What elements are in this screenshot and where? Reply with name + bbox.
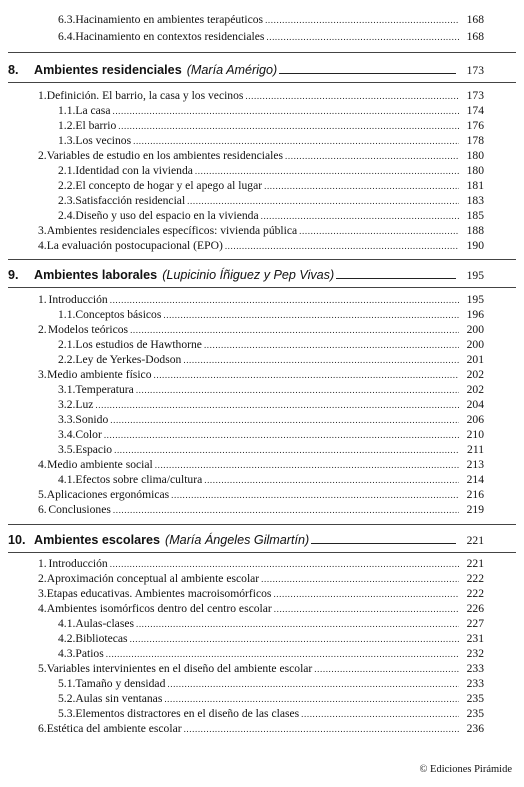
entry-number: 5.3. — [58, 707, 76, 720]
chapter-title: Ambientes residenciales — [34, 63, 182, 77]
leader-dots — [114, 443, 459, 457]
leader-dots — [266, 30, 459, 44]
entry-title: Temperatura — [75, 383, 134, 396]
entry-number: 4.1. — [58, 473, 76, 486]
entry-title: Tamaño y densidad — [75, 677, 166, 690]
publisher-footer: © Ediciones Pirámide — [419, 764, 512, 775]
entry-page: 211 — [467, 443, 484, 456]
entry-title: Patios — [75, 647, 104, 660]
section-divider — [8, 82, 516, 83]
leader-dots — [225, 239, 459, 253]
entry-number: 3.2. — [58, 398, 76, 411]
entry-page: 181 — [466, 179, 484, 192]
section-divider — [8, 259, 516, 260]
entry-number: 2. — [38, 572, 47, 585]
entry-title: Los estudios de Hawthorne — [75, 338, 202, 351]
toc-entry — [58, 428, 484, 442]
entry-page: 178 — [466, 134, 484, 147]
entry-number: 6. — [38, 722, 47, 735]
entry-title: Medio ambiente físico — [47, 368, 152, 381]
leader-dots — [299, 224, 459, 238]
leader-dots — [155, 458, 459, 472]
entry-title: Elementos distractores en el diseño de las clases — [75, 707, 300, 720]
chapter-page: 173 — [466, 64, 484, 77]
entry-title: El barrio — [75, 119, 117, 132]
toc-entry — [38, 572, 484, 586]
leader-dots — [154, 368, 460, 382]
leader-dots — [110, 413, 459, 427]
leader-dots — [261, 572, 459, 586]
entry-number: 2.3. — [58, 194, 76, 207]
entry-number: 1. — [38, 293, 47, 306]
entry-title: Variables intervinientes en el diseño del ambiente escolar — [46, 662, 313, 675]
entry-number: 3.5. — [58, 443, 76, 456]
entry-number: 5. — [38, 488, 47, 501]
entry-title: La evaluación postocupacional (EPO) — [46, 239, 223, 252]
toc-entry — [58, 617, 484, 631]
toc-entry — [58, 353, 484, 367]
toc-entry — [38, 239, 484, 253]
entry-number: 2.1. — [58, 338, 76, 351]
entry-number: 2. — [38, 323, 47, 336]
toc-entry — [58, 338, 484, 352]
chapter-title: Ambientes escolares — [34, 533, 160, 547]
entry-title: Diseño y uso del espacio en la vivienda — [75, 209, 259, 222]
entry-number: 6.4. — [58, 30, 76, 43]
entry-title: Ley de Yerkes-Dodson — [75, 353, 182, 366]
chapter-heading — [8, 63, 484, 77]
entry-title: Definición. El barrio, la casa y los vecinos — [46, 89, 244, 102]
leader-dots — [265, 13, 459, 27]
entry-page: 196 — [466, 308, 484, 321]
toc-entry — [58, 194, 484, 208]
entry-title: Conceptos básicos — [75, 308, 162, 321]
chapter-number: 9. — [8, 268, 19, 282]
entry-page: 174 — [466, 104, 484, 117]
toc-entry — [58, 692, 484, 706]
chapter-page: 195 — [466, 269, 484, 282]
entry-page: 173 — [466, 89, 484, 102]
entry-title: Ambientes isomórficos dentro del centro escolar — [46, 602, 272, 615]
entry-title: Ambientes residenciales específicos: vivienda pública — [46, 224, 298, 237]
entry-title: Aproximación conceptual al ambiente escolar — [46, 572, 260, 585]
leader-dots — [110, 293, 459, 307]
toc-entry — [38, 722, 484, 736]
toc-entry — [38, 488, 484, 502]
entry-page: 180 — [466, 164, 484, 177]
entry-number: 4.3. — [58, 647, 76, 660]
toc-entry — [58, 473, 484, 487]
entry-number: 6.3. — [58, 13, 76, 26]
toc-entry — [38, 458, 484, 472]
leader-dots — [164, 692, 459, 706]
entry-page: 195 — [466, 293, 484, 306]
toc-entry — [58, 164, 484, 178]
chapter-leader-line — [336, 278, 456, 279]
entry-page: 233 — [466, 662, 484, 675]
entry-page: 226 — [466, 602, 484, 615]
entry-title: Los vecinos — [75, 134, 132, 147]
entry-number: 2.4. — [58, 209, 76, 222]
leader-dots — [136, 617, 459, 631]
toc-entry — [58, 632, 484, 646]
entry-number: 3. — [38, 368, 47, 381]
entry-title: Identidad con la vivienda — [75, 164, 193, 177]
entry-page: 222 — [466, 572, 484, 585]
entry-title: Variables de estudio en los ambientes residenciales — [46, 149, 284, 162]
entry-title: El concepto de hogar y el apego al lugar — [75, 179, 263, 192]
entry-number: 1.1. — [58, 104, 76, 117]
leader-dots — [195, 164, 459, 178]
entry-page: 214 — [466, 473, 484, 486]
entry-number: 3.1. — [58, 383, 76, 396]
toc-entry — [58, 383, 484, 397]
toc-entry — [58, 179, 484, 193]
toc-entry — [58, 104, 484, 118]
toc-entry — [58, 308, 484, 322]
toc-entry — [58, 134, 484, 148]
leader-dots — [106, 647, 459, 661]
leader-dots — [104, 428, 459, 442]
entry-number: 2.1. — [58, 164, 76, 177]
entry-title: Hacinamiento en contextos residenciales — [75, 30, 265, 43]
section-divider — [8, 524, 516, 525]
entry-number: 4. — [38, 602, 47, 615]
entry-page: 168 — [466, 30, 484, 43]
leader-dots — [314, 662, 459, 676]
entry-number: 2. — [38, 149, 47, 162]
toc-entry — [38, 293, 484, 307]
entry-title: Color — [75, 428, 102, 441]
chapter-leader-line — [279, 73, 456, 74]
entry-title: Satisfacción residencial — [75, 194, 186, 207]
entry-page: 168 — [466, 13, 484, 26]
entry-number: 4.2. — [58, 632, 76, 645]
entry-number: 3. — [38, 224, 47, 237]
entry-page: 190 — [466, 239, 484, 252]
section-divider — [8, 552, 516, 553]
leader-dots — [245, 89, 459, 103]
entry-title: Aulas sin ventanas — [75, 692, 163, 705]
leader-dots — [167, 677, 459, 691]
entry-page: 231 — [466, 632, 484, 645]
entry-page: 221 — [466, 557, 484, 570]
toc-entry — [58, 413, 484, 427]
toc-entry — [58, 443, 484, 457]
entry-title: Introducción — [48, 557, 108, 570]
toc-entry — [38, 323, 484, 337]
entry-number: 3.3. — [58, 413, 76, 426]
leader-dots — [184, 722, 459, 736]
entry-page: 210 — [466, 428, 484, 441]
leader-dots — [204, 338, 459, 352]
entry-page: 216 — [466, 488, 484, 501]
entry-page: 183 — [466, 194, 484, 207]
toc-entry — [38, 557, 484, 571]
entry-page: 233 — [466, 677, 484, 690]
toc-entry — [38, 89, 484, 103]
chapter-title: Ambientes laborales — [34, 268, 158, 282]
entry-page: 222 — [466, 587, 484, 600]
entry-number: 4.1. — [58, 617, 76, 630]
leader-dots — [133, 134, 459, 148]
toc-entry — [38, 587, 484, 601]
entry-title: Conclusiones — [48, 503, 111, 516]
chapter-heading — [8, 268, 484, 282]
toc-entry — [38, 602, 484, 616]
leader-dots — [112, 104, 459, 118]
leader-dots — [183, 353, 459, 367]
entry-title: La casa — [75, 104, 111, 117]
entry-title: Efectos sobre clima/cultura — [75, 473, 203, 486]
entry-number: 2.2. — [58, 179, 76, 192]
toc-entry — [58, 13, 484, 27]
entry-page: 213 — [466, 458, 484, 471]
chapter-leader-line — [311, 543, 456, 544]
leader-dots — [261, 209, 459, 223]
chapter-number: 8. — [8, 63, 19, 77]
chapter-number: 10. — [8, 533, 26, 547]
entry-title: Aulas-clases — [75, 617, 134, 630]
entry-number: 4. — [38, 458, 47, 471]
entry-number: 3.4. — [58, 428, 76, 441]
entry-number: 1. — [38, 557, 47, 570]
entry-number: 1.2. — [58, 119, 76, 132]
leader-dots — [285, 149, 459, 163]
entry-number: 1. — [38, 89, 47, 102]
entry-page: 232 — [466, 647, 484, 660]
toc-entry — [38, 368, 484, 382]
entry-title: Estética del ambiente escolar — [46, 722, 182, 735]
entry-number: 6. — [38, 503, 47, 516]
entry-page: 200 — [466, 338, 484, 351]
toc-entry — [58, 30, 484, 44]
entry-title: Etapas educativas. Ambientes macroisomórficos — [46, 587, 272, 600]
leader-dots — [301, 707, 459, 721]
toc-entry — [58, 119, 484, 133]
entry-page: 236 — [466, 722, 484, 735]
chapter-page: 221 — [466, 534, 484, 547]
entry-title: Aplicaciones ergonómicas — [46, 488, 170, 501]
leader-dots — [130, 323, 459, 337]
entry-page: 235 — [466, 707, 484, 720]
leader-dots — [171, 488, 459, 502]
chapter-author: (María Ángeles Gilmartín) — [165, 533, 310, 547]
toc-entry — [58, 209, 484, 223]
entry-title: Modelos teóricos — [47, 323, 129, 336]
entry-page: 176 — [466, 119, 484, 132]
leader-dots — [264, 179, 459, 193]
entry-page: 185 — [466, 209, 484, 222]
entry-page: 219 — [466, 503, 484, 516]
entry-title: Introducción — [48, 293, 108, 306]
entry-page: 180 — [466, 149, 484, 162]
toc-entry — [38, 224, 484, 238]
toc-entry — [38, 149, 484, 163]
entry-title: Sonido — [75, 413, 109, 426]
chapter-author: (María Amérigo) — [186, 63, 278, 77]
entry-page: 206 — [466, 413, 484, 426]
toc-entry — [58, 707, 484, 721]
leader-dots — [204, 473, 459, 487]
toc-entry — [58, 677, 484, 691]
leader-dots — [130, 632, 459, 646]
toc-entry — [38, 662, 484, 676]
entry-number: 5.2. — [58, 692, 76, 705]
section-divider — [8, 52, 516, 53]
entry-number: 1.3. — [58, 134, 76, 147]
leader-dots — [113, 503, 459, 517]
entry-number: 4. — [38, 239, 47, 252]
leader-dots — [273, 587, 459, 601]
leader-dots — [110, 557, 459, 571]
chapter-author: (Lupicinio Íñiguez y Pep Vivas) — [162, 268, 335, 282]
entry-page: 188 — [466, 224, 484, 237]
entry-title: Bibliotecas — [75, 632, 128, 645]
entry-page: 204 — [466, 398, 484, 411]
chapter-heading — [8, 533, 484, 547]
leader-dots — [274, 602, 459, 616]
leader-dots — [95, 398, 459, 412]
entry-number: 5. — [38, 662, 47, 675]
leader-dots — [163, 308, 459, 322]
entry-page: 202 — [466, 383, 484, 396]
entry-number: 1.1. — [58, 308, 76, 321]
leader-dots — [118, 119, 459, 133]
section-divider — [8, 287, 516, 288]
toc-entry — [58, 647, 484, 661]
entry-title: Medio ambiente social — [47, 458, 153, 471]
toc-entry — [38, 503, 484, 517]
entry-page: 227 — [466, 617, 484, 630]
toc-entry — [58, 398, 484, 412]
entry-page: 200 — [466, 323, 484, 336]
leader-dots — [187, 194, 459, 208]
entry-title: Hacinamiento en ambientes terapéuticos — [75, 13, 264, 26]
entry-title: Espacio — [75, 443, 113, 456]
entry-page: 235 — [466, 692, 484, 705]
entry-number: 5.1. — [58, 677, 76, 690]
entry-page: 201 — [466, 353, 484, 366]
entry-number: 2.2. — [58, 353, 76, 366]
entry-number: 3. — [38, 587, 47, 600]
leader-dots — [136, 383, 459, 397]
entry-title: Luz — [75, 398, 94, 411]
entry-page: 202 — [466, 368, 484, 381]
